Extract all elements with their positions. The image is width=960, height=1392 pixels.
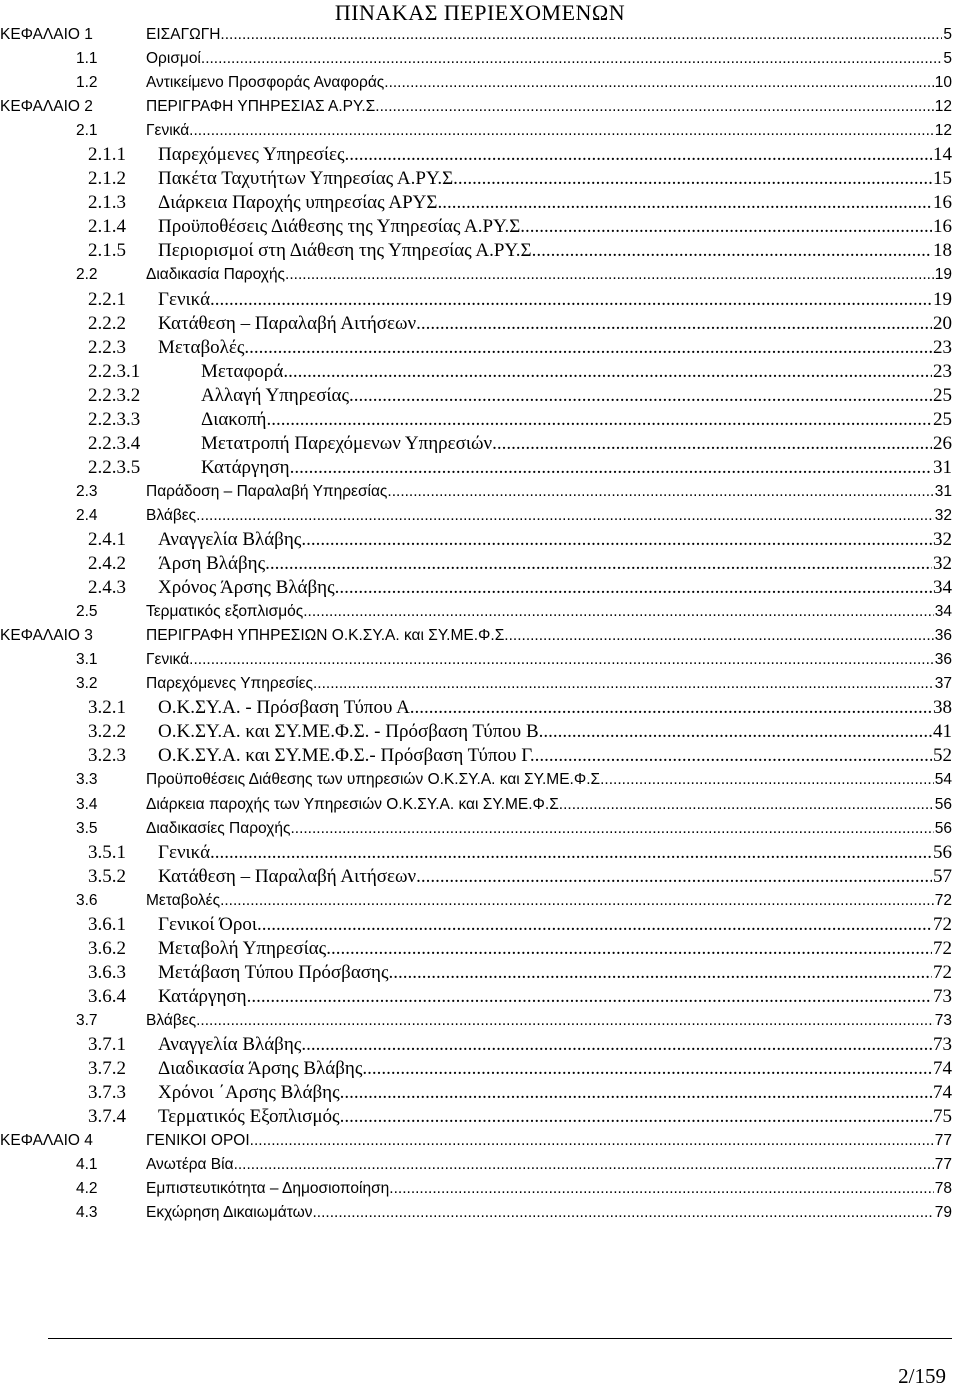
toc-entry-title: Γενικά [158, 841, 211, 863]
toc-dot-leader [437, 191, 932, 215]
toc-entry-title: Παράδοση – Παραλαβή Υπηρεσίας. [146, 482, 392, 500]
toc-entry[interactable] [0, 360, 952, 384]
toc-entry-number: 3.6.3 [88, 961, 126, 983]
toc-entry[interactable] [0, 432, 952, 456]
toc-entry-page: 75 [933, 1106, 952, 1128]
toc-dot-leader [604, 768, 933, 792]
toc-entry-page: 32 [933, 528, 952, 550]
toc-entry-page: 77 [934, 1156, 952, 1174]
toc-entry-number: 4.2 [76, 1180, 98, 1198]
toc-entry-page: 78 [934, 1180, 952, 1198]
toc-entry-number: 3.5.2 [88, 865, 126, 887]
toc-entry-title: Κατάθεση – Παραλαβή Αιτήσεων [158, 865, 417, 887]
toc-entry[interactable] [0, 913, 952, 937]
toc-entry-number: 2.1 [76, 122, 98, 140]
toc-entry[interactable] [0, 648, 952, 672]
toc-entry-title: Γενικά [146, 122, 190, 140]
toc-entry-number: 2.2.1 [88, 288, 126, 310]
toc-dot-leader [266, 408, 932, 432]
toc-entry-title: Ο.Κ.ΣΥ.Α. και ΣΥ.ΜΕ.Φ.Σ. - Πρόσβαση Τύπου Β [158, 721, 539, 743]
toc-dot-leader [535, 744, 932, 768]
toc-entry-page: 73 [933, 1033, 952, 1055]
toc-dot-leader [536, 239, 932, 263]
toc-dot-leader [301, 1033, 932, 1057]
toc-entry-page: 77 [934, 1132, 952, 1150]
toc-entry[interactable] [0, 793, 952, 817]
toc-entry[interactable] [0, 576, 952, 600]
toc-entry-page: 73 [934, 1011, 952, 1029]
toc-dot-leader [290, 456, 932, 480]
toc-entry-title: Διαδικασίες Παροχής [146, 819, 291, 837]
toc-entry-number: 3.7 [76, 1011, 98, 1029]
toc-entry[interactable] [0, 600, 952, 624]
toc-entry-number: 2.2.3.5 [88, 456, 141, 478]
toc-entry-title: Προϋποθέσεις Διάθεσης της Υπηρεσίας Α.ΡΥ.Σ. [158, 216, 526, 238]
toc-entry-page: 72 [933, 961, 952, 983]
toc-entry-number: 2.2.2 [88, 312, 126, 334]
toc-entry[interactable] [0, 528, 952, 552]
toc-dot-leader [220, 23, 942, 47]
toc-entry-title: Μεταφορά [201, 360, 284, 382]
toc-entry-number: 2.2.3.4 [88, 432, 141, 454]
toc-entry-number: 2.2 [76, 266, 98, 284]
toc-entry-number: 2.1.4 [88, 216, 126, 238]
toc-entry-page: 38 [933, 697, 952, 719]
toc-dot-leader [492, 432, 932, 456]
toc-entry[interactable] [0, 841, 952, 865]
toc-entry-number: 3.2 [76, 675, 98, 693]
toc-dot-leader [210, 841, 932, 865]
toc-entry-page: 20 [933, 312, 952, 334]
toc-dot-leader [563, 793, 934, 817]
toc-entry-page: 25 [933, 408, 952, 430]
toc-entry-page: 25 [933, 384, 952, 406]
toc-entry-number: ΚΕΦΑΛΑΙΟ 4 [0, 1132, 93, 1150]
toc-entry-title: Ορισμοί. [146, 50, 206, 68]
toc-entry-page: 31 [934, 482, 952, 500]
toc-dot-leader [340, 1105, 932, 1129]
toc-entry-page: 23 [933, 336, 952, 358]
toc-entry-page: 74 [933, 1082, 952, 1104]
toc-entry-number: 3.3 [76, 771, 98, 789]
toc-entry-number: 2.1.5 [88, 240, 126, 262]
toc-entry-title: Αναγγελία Βλάβης [158, 1033, 302, 1055]
toc-entry[interactable] [0, 47, 952, 71]
toc-entry[interactable] [0, 1201, 952, 1225]
toc-entry-title: Διάρκεια παροχής των Υπηρεσιών Ο.Κ.ΣΥ.Α. και ΣΥ.ΜΕ.Φ.Σ. [146, 795, 564, 813]
toc-entry-number: 2.2.3.2 [88, 384, 141, 406]
toc-entry[interactable] [0, 336, 952, 360]
footer-divider [48, 1338, 952, 1339]
toc-entry-page: 14 [933, 144, 952, 166]
toc-entry[interactable] [0, 624, 952, 648]
toc-dot-leader [247, 985, 932, 1009]
toc-entry-title: Βλάβες [146, 1011, 197, 1029]
toc-entry-title: Ο.Κ.ΣΥ.Α. - Πρόσβαση Τύπου Α [158, 697, 410, 719]
toc-entry-number: 3.6.4 [88, 985, 126, 1007]
toc-dot-leader [257, 913, 932, 937]
toc-entry[interactable] [0, 1057, 952, 1081]
toc-dot-leader [416, 865, 932, 889]
toc-dot-leader [525, 215, 932, 239]
toc-entry-title: Διαδικασία Άρσης Βλάβης [158, 1058, 363, 1080]
toc-entry-title: ΓΕΝΙΚΟΙ ΟΡΟΙ [146, 1132, 250, 1150]
toc-entry[interactable] [0, 985, 952, 1009]
toc-dot-leader [313, 672, 934, 696]
toc-entry-title: Γενικά [146, 651, 190, 669]
toc-dot-leader [410, 696, 932, 720]
toc-entry-title: Ο.Κ.ΣΥ.Α. και ΣΥ.ΜΕ.Φ.Σ.- Πρόσβαση Τύπου Γ. [158, 745, 535, 767]
toc-entry-number: 1.1 [76, 50, 98, 68]
toc-entry-title: Μεταβολές [146, 891, 221, 909]
toc-entry-page: 15 [933, 168, 952, 190]
toc-entry-number: 3.2.3 [88, 745, 126, 767]
toc-entry-page: 74 [933, 1058, 952, 1080]
toc-entry[interactable] [0, 119, 952, 143]
toc-entry-title: ΕΙΣΑΓΩΓΗ [146, 26, 221, 43]
toc-dot-leader [349, 384, 932, 408]
toc-entry[interactable] [0, 817, 952, 841]
toc-entry-number: 2.4.3 [88, 577, 126, 599]
toc-entry-page: 36 [934, 651, 952, 669]
toc-entry[interactable] [0, 23, 952, 47]
toc-entry-title: Άρση Βλάβης [158, 553, 266, 575]
toc-entry-title: Κατάθεση – Παραλαβή Αιτήσεων [158, 312, 417, 334]
toc-dot-leader [313, 1201, 934, 1225]
toc-entry-page: 19 [933, 288, 952, 310]
toc-dot-leader [244, 336, 932, 360]
toc-entry-title: Μεταβολή Υπηρεσίας [158, 937, 327, 959]
toc-entry-number: 3.2.2 [88, 721, 126, 743]
toc-entry[interactable] [0, 720, 952, 744]
toc-dot-leader [210, 288, 932, 312]
toc-entry-number: 2.4.1 [88, 528, 126, 550]
toc-entry-page: 31 [933, 456, 952, 478]
toc-entry[interactable] [0, 937, 952, 961]
toc-entry[interactable] [0, 191, 952, 215]
toc-entry-number: 3.5.1 [88, 841, 126, 863]
toc-entry[interactable] [0, 215, 952, 239]
toc-entry-number: 2.1.3 [88, 192, 126, 214]
toc-entry-page: 34 [933, 577, 952, 599]
toc-entry-page: 54 [934, 771, 952, 789]
toc-entry-page: 12 [934, 122, 952, 140]
toc-dot-leader [303, 600, 934, 624]
toc-entry-title: Ανωτέρα Βία [146, 1156, 234, 1174]
page-title: ΠΙΝΑΚΑΣ ΠΕΡΙΕΧΟΜΕΝΩΝ [334, 0, 626, 25]
toc-dot-leader [301, 528, 932, 552]
toc-dot-leader [335, 576, 932, 600]
toc-entry-title: Κατάργηση [158, 985, 247, 1007]
toc-entry[interactable] [0, 504, 952, 528]
toc-entry-title: Μετατροπή Παρεχόμενων Υπηρεσιών [201, 432, 493, 454]
toc-entry-number: 3.5 [76, 819, 98, 837]
toc-entry-number: ΚΕΦΑΛΑΙΟ 3 [0, 627, 93, 645]
toc-entry-title: Τερματικός Εξοπλισμός [158, 1106, 340, 1128]
toc-entry[interactable] [0, 167, 952, 191]
toc-entry-number: 2.4.2 [88, 553, 126, 575]
toc-entry-number: 3.6 [76, 891, 98, 909]
toc-entry-page: 73 [933, 985, 952, 1007]
toc-dot-leader [265, 552, 932, 576]
toc-entry-number: 2.5 [76, 603, 98, 621]
toc-entry-title: Παρεχόμενες Υπηρεσίες [146, 675, 313, 693]
toc-entry-title: Διάρκεια Παροχής υπηρεσίας ΑΡΥΣ [158, 192, 438, 214]
toc-entry-number: 2.1.1 [88, 144, 126, 166]
toc-entry[interactable] [0, 312, 952, 336]
toc-dot-leader [389, 1177, 933, 1201]
toc-entry-page: 72 [934, 891, 952, 909]
toc-dot-leader [234, 1153, 934, 1177]
toc-entry-page: 18 [933, 240, 952, 262]
toc-entry-number: 3.2.1 [88, 697, 126, 719]
toc-entry-number: 4.1 [76, 1156, 98, 1174]
toc-entry-page: 16 [933, 192, 952, 214]
toc-entry-page: 10 [934, 74, 952, 92]
toc-dot-leader [285, 263, 934, 287]
toc-entry-title: Κατάργηση [201, 456, 290, 478]
toc-dot-leader [290, 817, 933, 841]
toc-entry-title: Περιορισμοί στη Διάθεση της Υπηρεσίας Α.ΡΥ.Σ. [158, 240, 537, 262]
toc-entry-page: 32 [933, 553, 952, 575]
toc-entry-page: 23 [933, 360, 952, 382]
toc-entry-page: 36 [934, 627, 952, 645]
toc-entry[interactable] [0, 263, 952, 287]
toc-dot-leader [326, 937, 932, 961]
toc-entry[interactable] [0, 1177, 952, 1201]
toc-entry-number: 3.7.4 [88, 1106, 126, 1128]
toc-entry-page: 5 [943, 50, 952, 68]
toc-entry[interactable] [0, 384, 952, 408]
toc-entry-page: 72 [933, 937, 952, 959]
toc-dot-leader [189, 119, 934, 143]
toc-entry-title: Μετάβαση Τύπου Πρόσβασης [158, 961, 389, 983]
footer-page-number: 2/159 [898, 1364, 946, 1388]
toc-entry-page: 41 [933, 721, 952, 743]
toc-entry-page: 52 [933, 745, 952, 767]
toc-dot-leader [189, 648, 934, 672]
toc-entry-title: Αλλαγή Υπηρεσίας [201, 384, 350, 406]
toc-entry-title: Αναγγελία Βλάβης [158, 528, 302, 550]
toc-entry[interactable] [0, 1033, 952, 1057]
toc-entry[interactable] [0, 552, 952, 576]
toc-dot-leader [250, 1129, 934, 1153]
toc-entry-title: Μεταβολές [158, 336, 245, 358]
toc-entry-number: 3.7.2 [88, 1058, 126, 1080]
toc-entry-page: 56 [933, 841, 952, 863]
toc-entry[interactable] [0, 696, 952, 720]
toc-entry-title: Βλάβες [146, 506, 197, 524]
toc-dot-leader [416, 312, 932, 336]
toc-entry-title: Διαδικασία Παροχής [146, 266, 286, 284]
toc-entry-number: 1.2 [76, 74, 98, 92]
toc-entry[interactable] [0, 239, 952, 263]
toc-entry-title: Τερματικός εξοπλισμός [146, 603, 304, 621]
toc-dot-leader [380, 95, 934, 119]
toc-entry-page: 19 [934, 266, 952, 284]
toc-entry-title: Γενικοί Όροι [158, 913, 257, 935]
toc-entry-number: 3.4 [76, 795, 98, 813]
toc-entry-page: 12 [934, 98, 952, 116]
toc-entry-number: ΚΕΦΑΛΑΙΟ 1 [0, 26, 93, 43]
toc-entry[interactable] [0, 1081, 952, 1105]
toc-dot-leader [539, 720, 932, 744]
toc-dot-leader [389, 961, 933, 985]
toc-entry-page: 57 [933, 865, 952, 887]
toc-entry[interactable] [0, 1009, 952, 1033]
toc-entry-title: Αντικείμενο Προσφοράς Αναφοράς [146, 74, 385, 92]
toc-dot-leader [392, 480, 934, 504]
table-of-contents [0, 23, 952, 1225]
toc-entry-page: 37 [934, 675, 952, 693]
toc-entry-title: Γενικά [158, 288, 211, 310]
toc-entry-title: Πακέτα Ταχυτήτων Υπηρεσίας Α.ΡΥ.Σ. [158, 168, 458, 190]
toc-entry[interactable] [0, 1153, 952, 1177]
toc-entry-number: 3.7.1 [88, 1033, 126, 1055]
toc-entry[interactable] [0, 456, 952, 480]
toc-entry-title: Χρόνοι ΄Αρσης Βλάβης [158, 1082, 340, 1104]
toc-entry[interactable] [0, 71, 952, 95]
toc-entry-number: 3.7.3 [88, 1082, 126, 1104]
toc-entry-number: 3.6.1 [88, 913, 126, 935]
toc-entry-number: 2.1.2 [88, 168, 126, 190]
toc-dot-leader [509, 624, 934, 648]
toc-entry-page: 56 [934, 795, 952, 813]
toc-entry-page: 56 [934, 819, 952, 837]
toc-entry-page: 16 [933, 216, 952, 238]
toc-entry-title: ΠΕΡΙΓΡΑΦΗ ΥΠΗΡΕΣΙΑΣ Α.ΡΥ.Σ. [146, 98, 380, 116]
toc-dot-leader [458, 167, 932, 191]
toc-entry-number: 3.6.2 [88, 937, 126, 959]
toc-entry-page: 72 [933, 913, 952, 935]
toc-entry-title: Παρεχόμενες Υπηρεσίες [158, 144, 345, 166]
toc-entry[interactable] [0, 288, 952, 312]
toc-entry[interactable] [0, 961, 952, 985]
toc-entry-page: 32 [934, 506, 952, 524]
toc-entry-number: 2.2.3.1 [88, 360, 141, 382]
toc-entry-number: ΚΕΦΑΛΑΙΟ 2 [0, 98, 93, 116]
toc-dot-leader [220, 889, 934, 913]
toc-dot-leader [196, 1009, 934, 1033]
toc-entry-page: 26 [933, 432, 952, 454]
toc-entry-title: Διακοπή [201, 408, 267, 430]
toc-entry-title: Εμπιστευτικότητα – Δημοσιοποίηση [146, 1180, 390, 1198]
toc-entry-title: ΠΕΡΙΓΡΑΦΗ ΥΠΗΡΕΣΙΩΝ Ο.Κ.ΣΥ.Α. και ΣΥ.ΜΕ.Φ.Σ. [146, 627, 509, 645]
toc-entry-page: 79 [934, 1204, 952, 1222]
toc-entry[interactable] [0, 1129, 952, 1153]
toc-entry[interactable] [0, 865, 952, 889]
toc-entry[interactable] [0, 744, 952, 768]
toc-entry[interactable] [0, 408, 952, 432]
toc-dot-leader [283, 360, 932, 384]
toc-entry[interactable] [0, 480, 952, 504]
toc-dot-leader [345, 143, 932, 167]
toc-dot-leader [196, 504, 934, 528]
toc-entry[interactable] [0, 768, 952, 792]
toc-entry-title: Εκχώρηση Δικαιωμάτων [146, 1204, 313, 1222]
toc-entry-number: 2.2.3 [88, 336, 126, 358]
toc-entry-title: Χρόνος Άρσης Βλάβης [158, 577, 335, 599]
toc-entry[interactable] [0, 143, 952, 167]
toc-entry-title: Προϋποθέσεις Διάθεσης των υπηρεσιών Ο.Κ.ΣΥ.Α. και ΣΥ.ΜΕ.Φ.Σ. [146, 771, 605, 789]
toc-entry-number: 2.3 [76, 482, 98, 500]
toc-entry-page: 34 [934, 603, 952, 621]
toc-dot-leader [362, 1057, 932, 1081]
toc-entry[interactable] [0, 889, 952, 913]
toc-entry-number: 2.2.3.3 [88, 408, 141, 430]
toc-entry[interactable] [0, 95, 952, 119]
toc-entry[interactable] [0, 672, 952, 696]
toc-dot-leader [205, 47, 942, 71]
toc-dot-leader [384, 71, 933, 95]
toc-entry-page: 5 [943, 26, 952, 43]
toc-entry[interactable] [0, 1105, 952, 1129]
toc-entry-number: 4.3 [76, 1204, 98, 1222]
toc-entry-number: 2.4 [76, 506, 98, 524]
toc-dot-leader [340, 1081, 932, 1105]
toc-entry-number: 3.1 [76, 651, 98, 669]
